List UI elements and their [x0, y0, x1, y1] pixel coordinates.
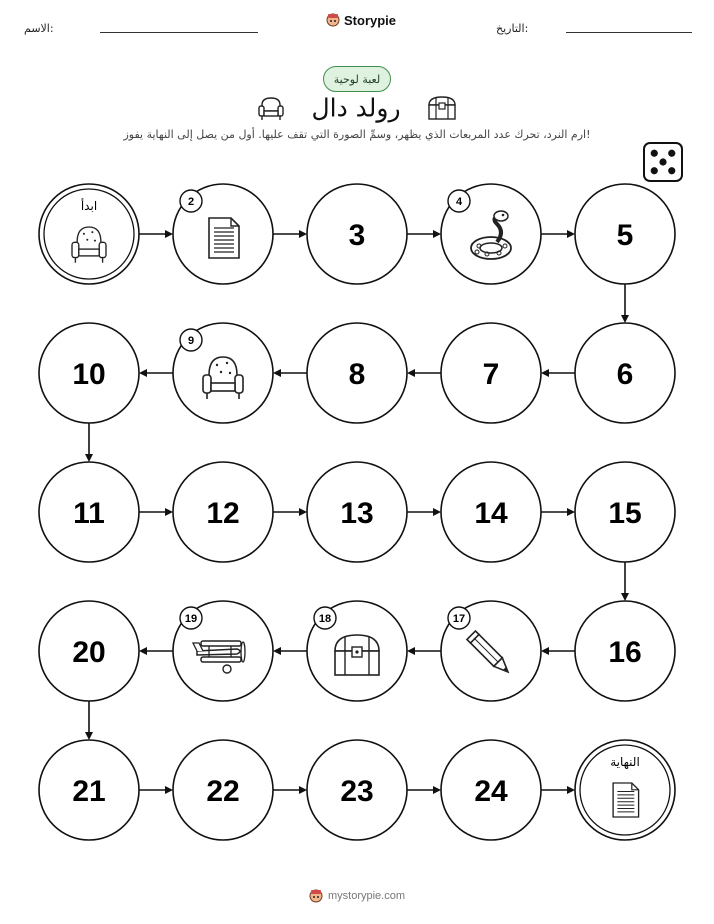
board-cell-16: [575, 601, 675, 701]
path-arrow: [407, 230, 441, 238]
path-arrow: [621, 562, 629, 601]
treasure-chest-icon: [335, 635, 379, 675]
cell-number: 16: [608, 636, 642, 669]
footer-url: mystorypie.com: [327, 890, 406, 902]
footer: [0, 888, 714, 904]
path-arrow: [139, 786, 173, 794]
dice-pip: [651, 150, 658, 157]
board-cell-20: [39, 601, 139, 701]
path-arrow: [139, 647, 173, 655]
board-cell-18: [307, 601, 407, 701]
path-arrow: [541, 508, 575, 516]
path-arrow: [541, 369, 575, 377]
finish-label: النهاية: [610, 755, 640, 769]
game-type-badge: لعبة لوحية: [323, 66, 391, 92]
cell-number: 4: [455, 196, 463, 208]
board-cell-9: [173, 323, 273, 423]
brand-name: Storypie: [344, 12, 397, 28]
dice-pip: [659, 158, 666, 165]
cell-number: 12: [206, 497, 240, 530]
cell-number: 5: [616, 219, 634, 252]
path-arrow: [85, 701, 93, 740]
cell-number: 18: [318, 613, 332, 625]
path-arrow: [273, 786, 307, 794]
board-cell-14: [441, 462, 541, 562]
cell-number: 8: [348, 358, 366, 391]
path-arrow: [273, 369, 307, 377]
cell-number: 21: [72, 775, 106, 808]
cell-number: 7: [482, 358, 500, 391]
path-arrow: [139, 508, 173, 516]
board-cell-1: [39, 184, 139, 284]
board-cell-19: [173, 601, 273, 701]
cell-number: 2: [187, 196, 195, 208]
cell-number: 6: [616, 358, 634, 391]
dice-pip: [651, 167, 658, 174]
instructions: ارم النرد، تحرك عدد المربعات الذي يظهر، وسمِّ الصورة التي تقف عليها. أول من يصل إلى النهاية يفوز!: [123, 128, 591, 141]
date-label: التاريخ:: [496, 22, 529, 35]
dice-pip: [668, 150, 675, 157]
path-arrow: [273, 508, 307, 516]
cell-number: 15: [608, 497, 642, 530]
storypie-mascot-icon: [309, 888, 323, 904]
board-cell-22: [173, 740, 273, 840]
board-cell-10: [39, 323, 139, 423]
board-cell-12: [173, 462, 273, 562]
path-arrow: [407, 508, 441, 516]
board-cell-7: [441, 323, 541, 423]
board-cell-3: [307, 184, 407, 284]
path-arrow: [407, 647, 441, 655]
path-arrow: [621, 284, 629, 323]
path-arrow: [139, 230, 173, 238]
cell-number: 24: [474, 775, 508, 808]
board-cell-6: [575, 323, 675, 423]
cell-number: 10: [72, 358, 106, 391]
dice-pip: [668, 167, 675, 174]
board-cell-2: [173, 184, 273, 284]
board-cell-25: [575, 740, 675, 840]
board-cell-23: [307, 740, 407, 840]
cell-number: 17: [452, 613, 466, 625]
name-label: الاسم:: [24, 22, 54, 35]
cell-number: 3: [348, 219, 366, 252]
path-arrow: [85, 423, 93, 462]
dice-icon: [644, 143, 682, 181]
board-cell-17: [441, 601, 541, 701]
start-label: ابدأ: [80, 199, 98, 213]
cell-number: 14: [474, 497, 508, 530]
path-arrow: [541, 786, 575, 794]
cell-number: 13: [340, 497, 374, 530]
cell-number: 20: [72, 636, 106, 669]
board-cell-24: [441, 740, 541, 840]
cell-number: 11: [73, 497, 105, 530]
path-arrow: [407, 369, 441, 377]
board-cell-5: [575, 184, 675, 284]
board-cell-11: [39, 462, 139, 562]
document-icon: [209, 218, 239, 258]
path-arrow: [541, 647, 575, 655]
document-icon: [613, 783, 639, 817]
board-cell-15: [575, 462, 675, 562]
path-arrow: [139, 369, 173, 377]
board-cell-21: [39, 740, 139, 840]
board-cell-13: [307, 462, 407, 562]
path-arrow: [541, 230, 575, 238]
cell-number: 22: [206, 775, 240, 808]
title-text: رولد دال: [311, 93, 401, 123]
path-arrow: [273, 230, 307, 238]
cell-number: 23: [340, 775, 374, 808]
board-cell-4: [441, 184, 541, 284]
path-arrow: [273, 647, 307, 655]
path-arrow: [407, 786, 441, 794]
board-cell-8: [307, 323, 407, 423]
cell-number: 9: [187, 335, 195, 347]
cell-number: 19: [184, 613, 198, 625]
